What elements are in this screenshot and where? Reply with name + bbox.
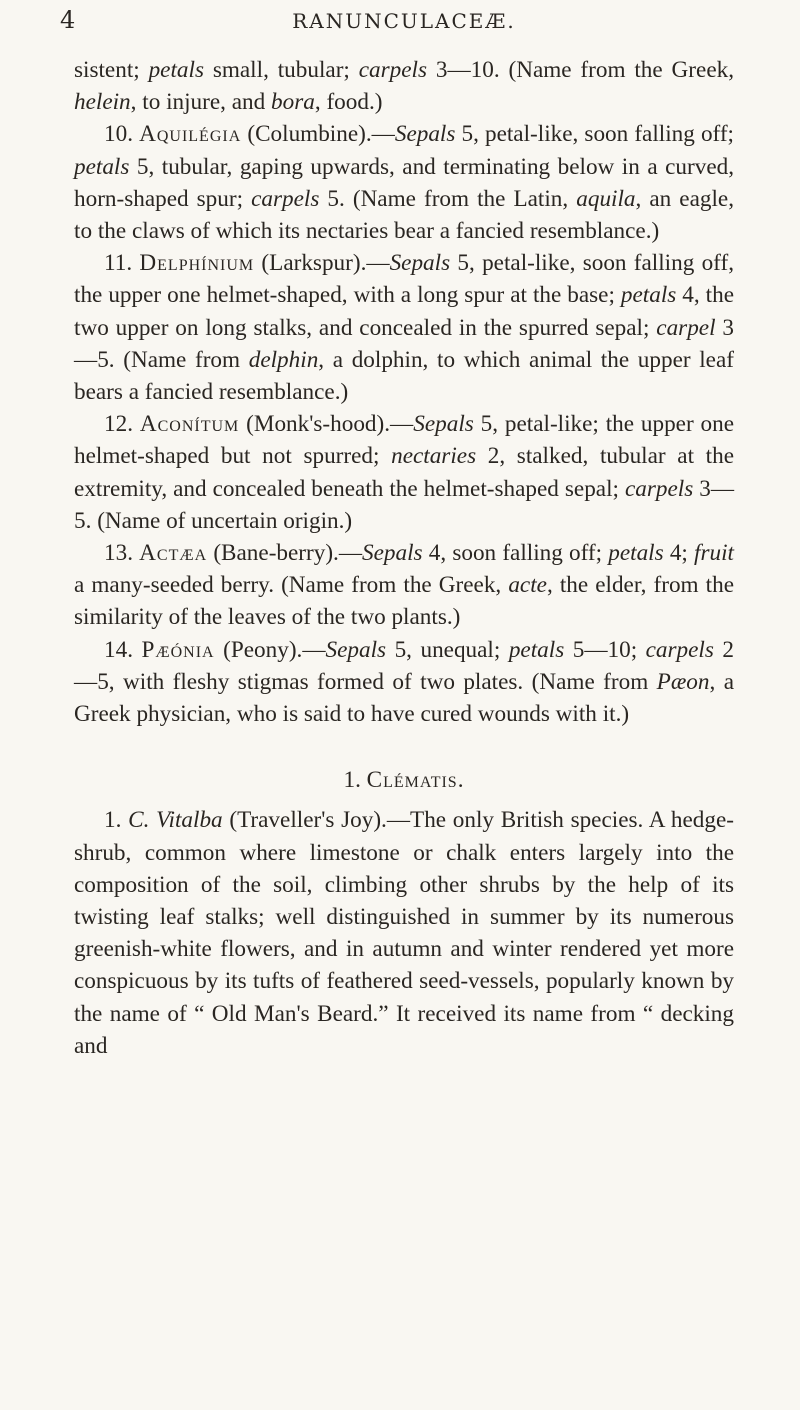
paragraph-actaea: 13. Actæa (Bane-berry).—Sepals 4, soon falling off; petals 4; fruit a many-seeded berry. (Name from the Greek, acte, the elder, from the similarity of the leaves of the two plants.) <box>74 540 734 631</box>
paragraph-aquilegia: 10. Aquilégia (Columbine).—Sepals 5, petal-like, soon falling off; petals 5, tubular, gaping upwards, and terminating below in a curved, horn-shaped spur; carpels 5. (Name from the Latin, aquila, an eagle, to the claws of which its nectaries bear a fancied resemblance.) <box>74 121 735 245</box>
section-heading-clematis: 1. Clématis. <box>343 767 465 794</box>
body-text <box>74 54 734 1062</box>
paragraph-aconitum: 12. Aconítum (Monk's-hood).—Sepals 5, petal-like; the upper one helmet-shaped but not spurred; nectaries 2, stalked, tubular at the extremity, and concealed beneath the helmet-shaped sepal; carpels 3—5. (Name of uncertain origin.) <box>74 411 735 534</box>
page-number: 4 <box>60 6 76 34</box>
paragraph-continuation: sistent; petals small, tubular; carpels 3—10. (Name from the Greek, helein, to injure, and bora, food.) <box>74 57 735 116</box>
paragraph-delphinium: 11. Delphínium (Larkspur).—Sepals 5, petal-like, soon falling off, the upper one helmet-shaped, with a long spur at the base; petals 4, the two upper on long stalks, and concealed in the spurred sepal; carpel 3—5. (Name from delphin, a dolphin, to which animal the upper leaf bears a fancied resemblance.) <box>74 250 735 406</box>
paragraph-clematis-vitalba: 1. C. Vitalba (Traveller's Joy).—The only British species. A hedge-shrub, common where limestone or chalk enters largely into the composition of the soil, climbing other shrubs by the help of its twisting leaf stalks; well distinguished in summer by its numerous greenish-white flowers, and in autumn and winter rendered yet more conspicuous by its tufts of feathered seed-vessels, popularly known by the name of “ Old Man's Beard.” It received its name from “ decking and <box>74 807 735 1059</box>
paragraph-paeonia: 14. Pæónia (Peony).—Sepals 5, unequal; petals 5—10; carpels 2—5, with fleshy stigmas formed of two plates. (Name from Pæon, a Greek physician, who is said to have cured wounds with it.) <box>74 636 735 728</box>
running-head: RANUNCULACEÆ. <box>292 9 516 33</box>
page-header <box>60 4 734 40</box>
